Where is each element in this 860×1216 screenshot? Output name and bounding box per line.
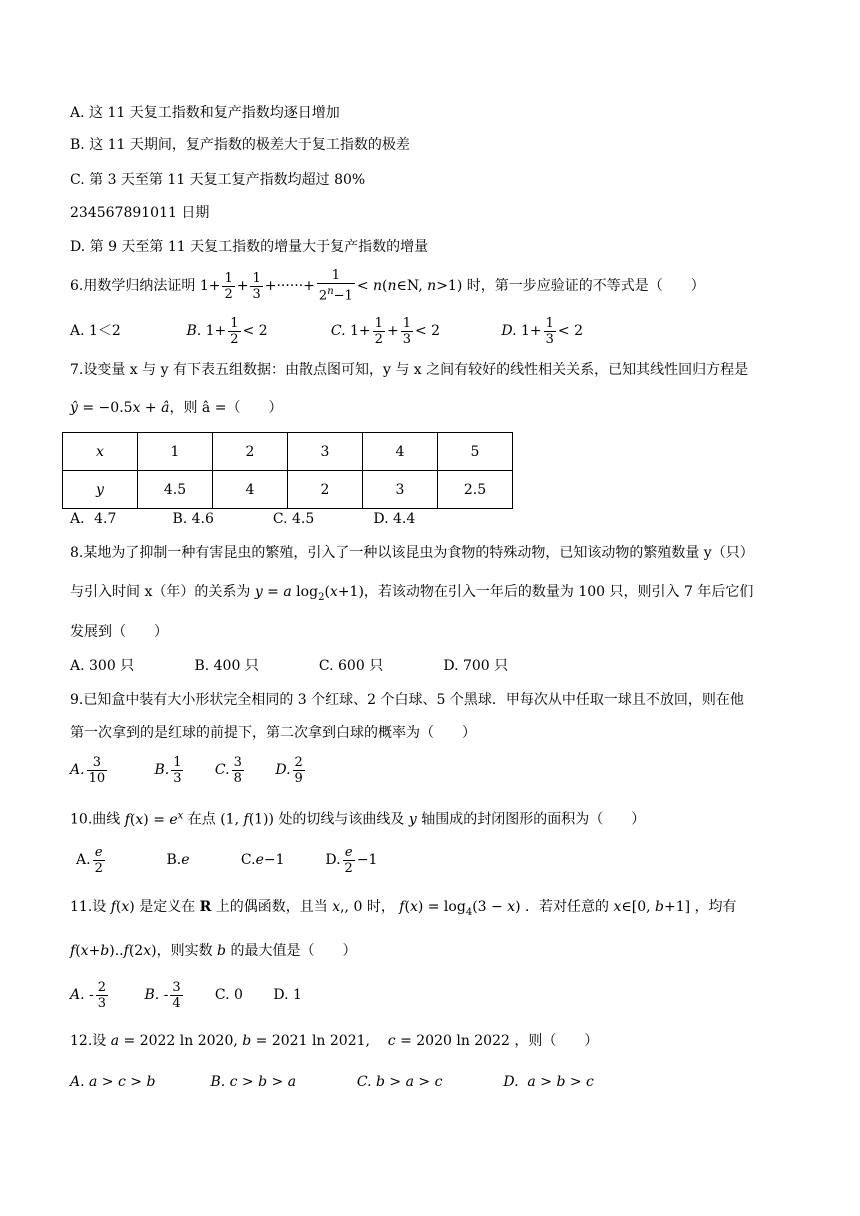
q7-option-a: A．4.7 xyxy=(70,511,117,527)
q10-stem: 10.曲线 $f(x) = e^x$ 在点 (1, f(1)) 处的切线与该曲线及 y 轴围成的封闭图形的面积为（ ） xyxy=(70,810,646,828)
table-cell: 4.5 xyxy=(138,471,213,509)
q5-option-d: D. 第 9 天至第 11 天复工指数的增量大于复产指数的增量 xyxy=(70,239,429,255)
q8-line2-b: ，若该动物在引入一年后的数量为 100 只，则引入 7 年后它们 xyxy=(363,584,754,600)
q8-option-a: A. 300 只 xyxy=(70,658,135,674)
table-cell: 4 xyxy=(213,471,288,509)
q11-stem-d: 时， xyxy=(366,899,395,915)
q7-options xyxy=(70,509,451,529)
q6-inequality: 1+ $\frac{1}{2}$ + $\frac{1}{3}$ +······+ $\frac{1}{2^n-1}$ < n(n∈N, n>1) xyxy=(199,268,463,304)
q5-option-a: A. 这 11 天复工指数和复产指数均逐日增加 xyxy=(70,105,340,121)
q11-stem-c: 上的偶函数，且当 xyxy=(215,899,328,915)
q6-prefix: 6.用数学归纳法证明 xyxy=(70,278,196,294)
q10-stem-a: 10.曲线 xyxy=(70,811,121,828)
q11-stem-e: ．若对任意的 xyxy=(525,899,610,915)
q9-line2: 第一次拿到的是红球的前提下，第二次拿到白球的概率为（ ） xyxy=(70,725,476,741)
q9-option-a: A. $\frac{3}{10}$ xyxy=(70,754,106,786)
q8-line2 xyxy=(70,582,753,608)
table-cell: 3 xyxy=(288,433,363,471)
q6-option-c: C. 1+ $\frac{1}{2}$ + $\frac{1}{3}$ < 2 xyxy=(330,315,441,347)
q12-stem-b: ，则（ ） xyxy=(514,1033,599,1049)
table-cell: 5 xyxy=(438,433,513,471)
q7-option-c: C. 4.5 xyxy=(272,511,315,527)
q12-option-a: A. a > c > b xyxy=(70,1074,156,1090)
q9-option-b: B. $\frac{1}{3}$ xyxy=(154,754,182,786)
q11-option-d: D. 1 xyxy=(273,987,302,1003)
q12-stem: 12.设 a = 2022 ln 2020, b = 2021 ln 2021, c = 2020 ln 2022 ，则（ ） xyxy=(70,1033,599,1049)
q6-options xyxy=(70,313,619,349)
q11-option-a: A. - $\frac{2}{3}$ xyxy=(70,979,107,1011)
q8-option-d: D. 700 只 xyxy=(443,658,509,674)
q8-formula: y = a $\log_2(x+1)$ xyxy=(254,584,364,603)
q12-options xyxy=(70,1072,630,1092)
q7-stem-line2 xyxy=(70,398,282,418)
q8-option-c: C. 600 只 xyxy=(318,658,384,674)
table-row xyxy=(63,433,513,471)
q11-stem-b: 是定义在 xyxy=(139,899,196,915)
table-row xyxy=(63,471,513,509)
q10-options xyxy=(76,842,413,878)
q5-option-c: C. 第 3 天至第 11 天复工复产指数均超过 80% xyxy=(70,172,366,188)
q12-option-d: D. a > b > c xyxy=(503,1074,594,1090)
q10-option-a: A. $\frac{e}{2}$ xyxy=(76,844,103,876)
table-cell: 1 xyxy=(138,433,213,471)
table-cell: x xyxy=(63,433,138,471)
table-cell: 2.5 xyxy=(438,471,513,509)
q9-option-c: C. $\frac{3}{8}$ xyxy=(214,754,242,786)
table-cell: 2 xyxy=(288,471,363,509)
q6-option-a: A. 1＜2 xyxy=(70,323,121,339)
q11-stem-line1: 11.设 f(x) 是定义在 R 上的偶函数，且当 x,, 0 时， $f(x) = \log_4(3 - x)$ ．若对任意的 x∈[0, b+1] ，均有 xyxy=(70,899,737,918)
q11-options xyxy=(70,977,338,1013)
q6-stem xyxy=(70,268,705,304)
q7-option-d: D. 4.4 xyxy=(373,511,416,527)
q11-stem-a: 11.设 xyxy=(70,899,107,915)
q10-option-c: C.e−1 xyxy=(240,852,285,868)
q7-stem-line1: 7.设变量 x 与 y 有下表五组数据：由散点图可知，y 与 x 之间有较好的线性相关关系，已知其线性回归方程是 xyxy=(70,362,749,378)
q5-axis-residue: 234567891011 日期 xyxy=(70,205,210,221)
q11-stem-line2: f(x+b)..f(2x)，则实数 b 的最大值是（ ） xyxy=(70,943,357,959)
table-cell: y xyxy=(63,471,138,509)
q7-regression-equation: ŷ = −0.5x + â xyxy=(70,400,170,416)
q7-option-b: B. 4.6 xyxy=(172,511,214,527)
table-cell: 4 xyxy=(363,433,438,471)
table-cell: 3 xyxy=(363,471,438,509)
q10-option-b: B.e xyxy=(166,852,190,868)
q11-option-b: B. - $\frac{3}{4}$ xyxy=(144,979,181,1011)
q10-stem-b: 在点 xyxy=(187,811,216,828)
q11-line2-end: 的最大值是（ ） xyxy=(230,943,357,959)
q8-line3: 发展到（ ） xyxy=(70,624,168,640)
q11-option-c: C. 0 xyxy=(214,987,243,1003)
q12-option-b: B. c > b > a xyxy=(210,1074,297,1090)
q10-option-d: D. $\frac{e}{2}$ −1 xyxy=(325,844,378,876)
q6-option-d: D. 1+ $\frac{1}{3}$ < 2 xyxy=(501,315,584,347)
q9-line1: 9.已知盒中装有大小形状完全相同的 3 个红球、2 个白球、5 个黑球．甲每次从中任取一球且不放回，则在他 xyxy=(70,692,744,708)
q8-line2-a: 与引入时间 x（年）的关系为 xyxy=(70,584,251,600)
q9-options xyxy=(70,752,343,788)
q6-suffix: 时，第一步应验证的不等式是（ ） xyxy=(466,278,705,294)
q12-option-c: C. b > a > c xyxy=(356,1074,443,1090)
q10-stem-d: 轴围成的封闭图形的面积为（ ） xyxy=(421,811,646,828)
q7-stem-suffix: ，则 â =（ ） xyxy=(169,400,283,416)
q7-data-table xyxy=(62,432,513,509)
q11-stem-f: ，均有 xyxy=(694,899,737,915)
q8-options xyxy=(70,656,544,676)
q11-line2-suffix: ，则实数 xyxy=(156,943,213,959)
q9-option-d: D. $\frac{2}{9}$ xyxy=(275,754,303,786)
q8-option-b: B. 400 只 xyxy=(194,658,259,674)
table-cell: 2 xyxy=(213,433,288,471)
q12-stem-a: 12.设 xyxy=(70,1033,107,1049)
q8-line1: 8.某地为了抑制一种有害昆虫的繁殖，引入了一种以该昆虫为食物的特殊动物，已知该动物的繁殖数量 y（只） xyxy=(70,545,754,561)
q5-option-b: B. 这 11 天期间，复产指数的极差大于复工指数的极差 xyxy=(70,137,410,153)
q10-stem-c: 处的切线与该曲线及 xyxy=(278,811,405,828)
q6-option-b: B. 1+ $\frac{1}{2}$ < 2 xyxy=(186,315,268,347)
